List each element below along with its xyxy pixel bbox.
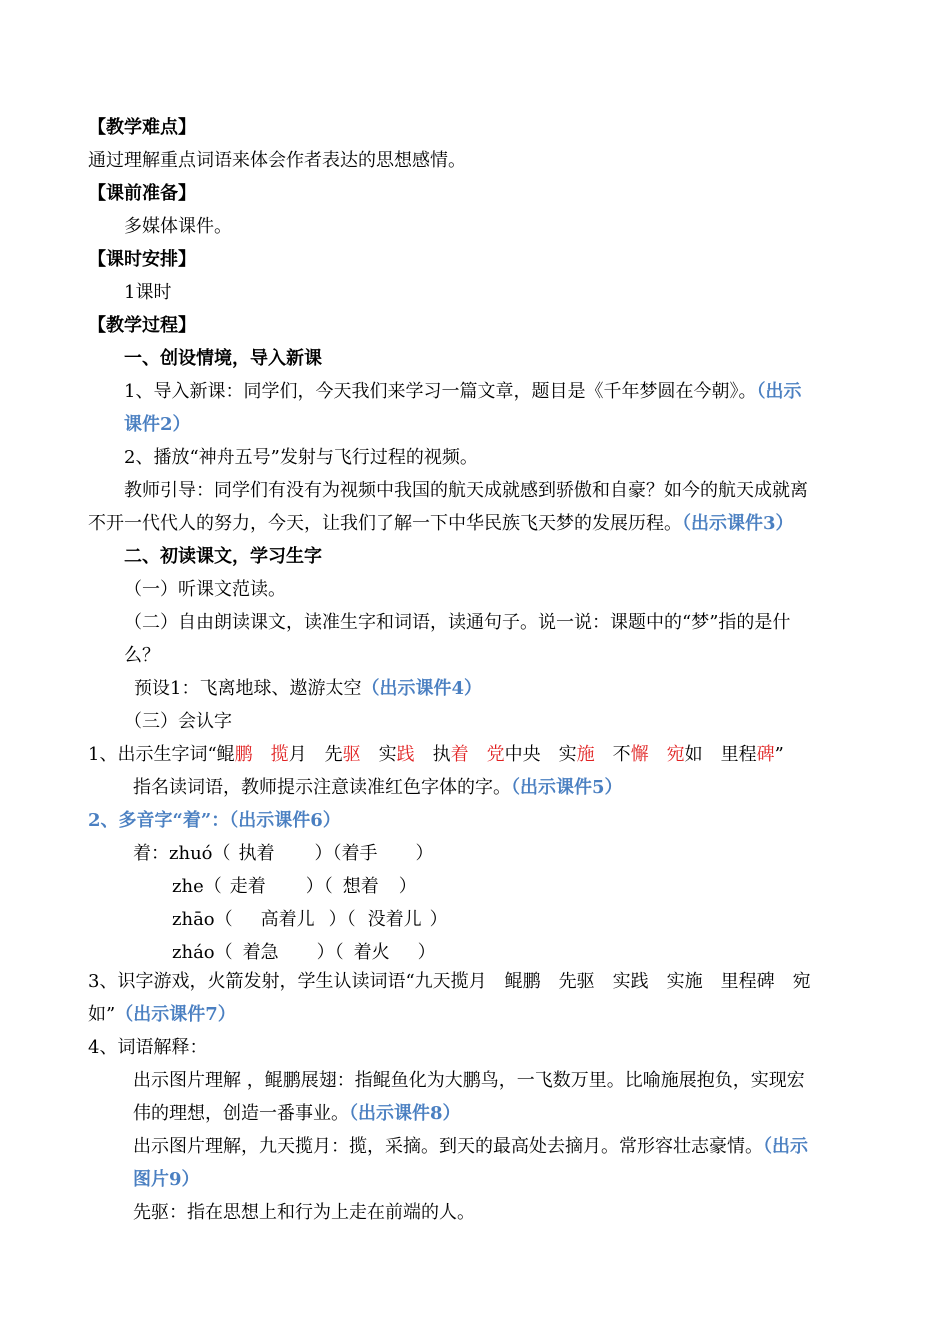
section2-sub1: （一）听课文范读。 bbox=[124, 579, 286, 600]
row1-end: ） bbox=[415, 843, 434, 864]
section1-guide-ref: （出示课件3） bbox=[682, 513, 794, 534]
row4-word2: 着火 bbox=[353, 942, 390, 963]
schedule-text: 1课时 bbox=[124, 282, 172, 303]
heading-preparation: 【课前准备】 bbox=[88, 183, 196, 204]
row2-end: ） bbox=[398, 876, 417, 897]
word-wanru-a: 宛 bbox=[666, 744, 685, 765]
section1-item2: 2、播放“神舟五号”发射与飞行过程的视频。 bbox=[124, 447, 478, 468]
section2-preset bbox=[134, 677, 482, 701]
row2-word1: 走着 bbox=[229, 876, 266, 897]
polyphone-title bbox=[88, 809, 341, 833]
row2-label: zhe（ bbox=[172, 876, 222, 897]
explain-p1-text: 伟的理想，创造一番事业。 bbox=[133, 1103, 349, 1124]
explain-p1-line1: 出示图片理解 ，鲲鹏展翅：指鲲鱼化为大鹏鸟，一飞数万里。比喻施展抱负，实现宏 bbox=[133, 1070, 805, 1091]
row1-label: 着：zhuó（ bbox=[133, 843, 231, 864]
section1-guide-line1: 教师引导：同学们有没有为视频中我国的航天成就感到骄傲和自豪？如今的航天成就离 bbox=[124, 480, 808, 501]
heading-difficulty: 【教学难点】 bbox=[88, 117, 196, 138]
polyphone-ref: （出示课件6） bbox=[229, 810, 341, 831]
word-buxie-a: 不 bbox=[612, 744, 631, 765]
row2-mid: ）（ bbox=[305, 876, 333, 897]
heading-process: 【教学过程】 bbox=[88, 315, 196, 336]
explain-p2-line1 bbox=[133, 1135, 808, 1159]
word-lanyue-b: 月 bbox=[288, 744, 307, 765]
section1-guide-text: 不开一代代人的努力，今天，让我们了解一下中华民族飞天梦的发展历程。 bbox=[88, 513, 682, 534]
explain-p2-text: 出示图片理解，九天揽月：揽，采摘。到天的最高处去摘月。常形容壮志豪情。 bbox=[133, 1136, 763, 1157]
section2-sub3: （三）会认字 bbox=[124, 711, 232, 732]
row1-word1: 执着 bbox=[238, 843, 275, 864]
section2-sub2-line1: （二）自由朗读课文，读准生字和词语，读通句子。说一说：课题中的“梦”指的是什 bbox=[124, 612, 791, 633]
explain-title: 4、词语解释： bbox=[88, 1037, 208, 1058]
explain-p1-line2 bbox=[133, 1102, 461, 1126]
word-lanyue-a: 揽 bbox=[270, 744, 289, 765]
difficulty-text: 通过理解重点词语来体会作者表达的思想感情。 bbox=[88, 150, 466, 171]
row4-end: ） bbox=[417, 942, 436, 963]
words-instruction bbox=[133, 776, 623, 800]
row1-close: ）（着手 bbox=[314, 843, 378, 864]
word-shijian-a: 实 bbox=[378, 744, 397, 765]
section2-title: 二、初读课文，学习生字 bbox=[124, 546, 322, 567]
row3-mid: ）（ bbox=[328, 909, 356, 930]
polyphone-title-text: 2、多音字“着”： bbox=[88, 810, 230, 831]
row3-word1: 高着儿 bbox=[260, 909, 315, 930]
heading-schedule: 【课时安排】 bbox=[88, 249, 196, 270]
word-zhizhuo-a: 执 bbox=[432, 744, 451, 765]
words-lead: 1、出示生字词“ bbox=[88, 744, 217, 765]
game-line2-text: 如” bbox=[88, 1004, 116, 1025]
section1-item1-ref: （出示 bbox=[756, 381, 802, 402]
section1-title: 一、创设情境，导入新课 bbox=[124, 348, 322, 369]
row3-word2: 没着儿 bbox=[367, 909, 422, 930]
word-shijian-b: 践 bbox=[396, 744, 415, 765]
polyphone-row4 bbox=[172, 941, 436, 965]
word-dangzhongyang-b: 中央 bbox=[504, 744, 541, 765]
section1-item1 bbox=[124, 380, 801, 404]
polyphone-row1 bbox=[133, 842, 434, 866]
game-line2 bbox=[88, 1003, 236, 1027]
row4-mid: ）（ bbox=[316, 942, 344, 963]
explain-p2-ref: （出示 bbox=[763, 1136, 808, 1157]
word-wanru-b: 如 bbox=[684, 744, 703, 765]
word-shishi-a: 实 bbox=[558, 744, 577, 765]
word-lichengbei-b: 碑 bbox=[756, 744, 775, 765]
section2-preset-ref: （出示课件4） bbox=[361, 678, 482, 699]
game-line1: 3、识字游戏，火箭发射，学生认读词语“九天揽月 鲲鹏 先驱 实践 实施 里程碑 宛 bbox=[88, 971, 811, 992]
word-xianqu-b: 驱 bbox=[342, 744, 361, 765]
section2-preset-text: 预设1：飞离地球、遨游太空 bbox=[134, 678, 362, 699]
row3-label: zhāo（ bbox=[172, 909, 233, 930]
section1-item1-text: 1、导入新课：同学们，今天我们来学习一篇文章，题目是《千年梦圆在今朝》。 bbox=[124, 381, 757, 402]
polyphone-row2 bbox=[172, 875, 417, 899]
word-zhizhuo-b: 着 bbox=[450, 744, 469, 765]
section1-item1-ref-cont: 课件2） bbox=[124, 414, 191, 435]
row2-word2: 想着 bbox=[342, 876, 379, 897]
words-ref: （出示课件5） bbox=[511, 777, 623, 798]
row4-label: zháo（ bbox=[172, 942, 233, 963]
explain-p1-ref: （出示课件8） bbox=[349, 1103, 461, 1124]
word-dangzhongyang-a: 党 bbox=[486, 744, 505, 765]
words-instruction-text: 指名读词语，教师提示注意读准红色字体的字。 bbox=[133, 777, 511, 798]
word-buxie-b: 懈 bbox=[630, 744, 649, 765]
polyphone-row3 bbox=[172, 908, 448, 932]
word-shishi-b: 施 bbox=[576, 744, 595, 765]
row3-end: ） bbox=[429, 909, 448, 930]
game-ref: （出示课件7） bbox=[115, 1004, 236, 1025]
words-close: ” bbox=[774, 744, 784, 765]
word-xianqu-a: 先 bbox=[324, 744, 343, 765]
preparation-text: 多媒体课件。 bbox=[124, 216, 232, 237]
word-lichengbei-a: 里程 bbox=[720, 744, 757, 765]
explain-p3: 先驱：指在思想上和行为上走在前端的人。 bbox=[133, 1202, 475, 1223]
section1-guide-line2 bbox=[88, 512, 794, 536]
word-kunpeng-b: 鹏 bbox=[234, 744, 253, 765]
section2-sub2-line2: 么？ bbox=[124, 645, 160, 666]
row4-word1: 着急 bbox=[242, 942, 279, 963]
word-kunpeng-a: 鲲 bbox=[216, 744, 235, 765]
words-line bbox=[88, 743, 784, 767]
explain-p2-ref-cont: 图片9） bbox=[133, 1169, 200, 1190]
